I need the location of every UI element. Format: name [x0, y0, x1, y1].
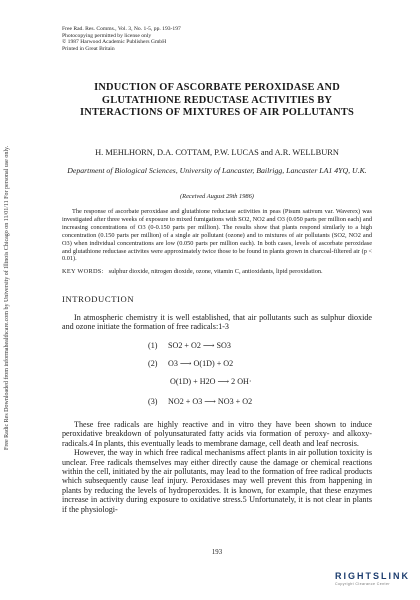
page-number: 193 [211, 549, 223, 556]
equation-number: (2) [148, 359, 158, 368]
equation-text: SO2 + O2 ⟶ SO3 [168, 341, 231, 350]
body-text [62, 420, 372, 514]
journal-citation: Free Rad. Res. Comms., Vol. 3, No. 1-5, pp. 193-197 [62, 26, 181, 32]
journal-copyright: © 1987 Harwood Academic Publishers GmbH [62, 39, 167, 46]
equation [148, 340, 231, 350]
intro-paragraph [62, 313, 372, 332]
equation [148, 396, 252, 406]
author-affiliation: Department of Biological Sciences, University of Lancaster, Bailrigg, Lancaster LA1 4YQ, U.K. [67, 166, 367, 175]
equation [148, 358, 233, 368]
keywords-text: sulphur dioxide, nitrogen dioxide, ozone, vitamin C, antioxidants, lipid peroxidation. [108, 268, 323, 275]
intro-text: In atmospheric chemistry it is well established, that air pollutants such as sulphur dioxide and ozone initiate the formation of free radicals:1-3 [62, 313, 372, 332]
keywords-label: KEY WORDS: [62, 268, 104, 275]
rightslink-logo-text: RIGHTSLINK [335, 571, 410, 581]
journal-printed: Printed in Great Britain [62, 45, 115, 52]
rightslink-tagline: Copyright Clearance Center [335, 582, 390, 586]
download-watermark [0, 145, 24, 450]
abstract [62, 208, 372, 263]
equation-number: (3) [148, 397, 158, 406]
equation-text: NO2 + O3 ⟶ NO3 + O2 [168, 397, 253, 406]
equation-text: O3 ⟶ O(1D) + O2 [168, 359, 234, 368]
equation [170, 376, 252, 386]
paper-authors: H. MEHLHORN, D.A. COTTAM, P.W. LUCAS and A.R. WELLBURN [95, 148, 339, 157]
journal-license: Photocopying permitted by license only [62, 32, 152, 39]
section-heading: INTRODUCTION [62, 294, 135, 304]
keywords [62, 268, 372, 276]
paragraph: However, the way in which free radical mechanisms affect plants in air pollution toxicity is unclear. Free radicals themselves may either directly cause the damage or chemical reactions within the cell, initiated by the air pollutants, may lead to the formation of free radical products which subsequently cause leaf injury. Peroxidases may well prevent this from happening in plants by reducing the levels of hydroperoxides. It is known, for example, that these enzymes increase in activity during exposure to oxidative stress.5 Unfortunately, it is not clear in plants if the physiologi- [62, 448, 372, 514]
equation-number: (1) [148, 341, 158, 350]
rightslink-logo[interactable] [335, 571, 410, 586]
paper-title: INDUCTION OF ASCORBATE PEROXIDASE AND GLUTATHIONE REDUCTASE ACTIVITIES BY INTERACTIONS OF MIXTURES OF AIR POLLUTANTS [80, 82, 354, 119]
abstract-text: The response of ascorbate peroxidase and glutathione reductase activities in peas (Pisum sativum var. Waverex) was investigated after three weeks of exposure to mixed fumigations with SO2, NO2 and O3 (0.050 parts per million each) and increasing concentrations of O3 (0-0.150 parts per million). The results show that plants respond similarly to a high concentration (0.150 parts per million) of a single air pollutant (ozone) and to mixtures of air pollutants (SO2, NO2 and O3) when individual concentrations are low (0.050 parts per million each). In both cases, levels of ascorbate peroxidase and glutathione reductase activites were approximately twice those to be found in plants grown in charcoal-filtered air (p < 0.01). [62, 208, 372, 263]
equation-text: O(1D) + H2O ⟶ 2 OH· [170, 377, 252, 386]
received-date: (Received August 29th 1986) [180, 193, 254, 200]
journal-info [62, 26, 181, 52]
download-watermark-text: Free Radic Res Downloaded from informahealthcare.com by University of Illinois Chicago on 11/01/11 For personal use only. [4, 145, 10, 450]
paragraph: These free radicals are highly reactive and in vitro they have been shown to induce peroxidative breakdown of polyunsaturated fatty acids via formation of peroxy- and alkoxy-radicals.4 In plants, this eventually leads to membrane damage, cell death and leaf necrosis. [62, 420, 372, 448]
